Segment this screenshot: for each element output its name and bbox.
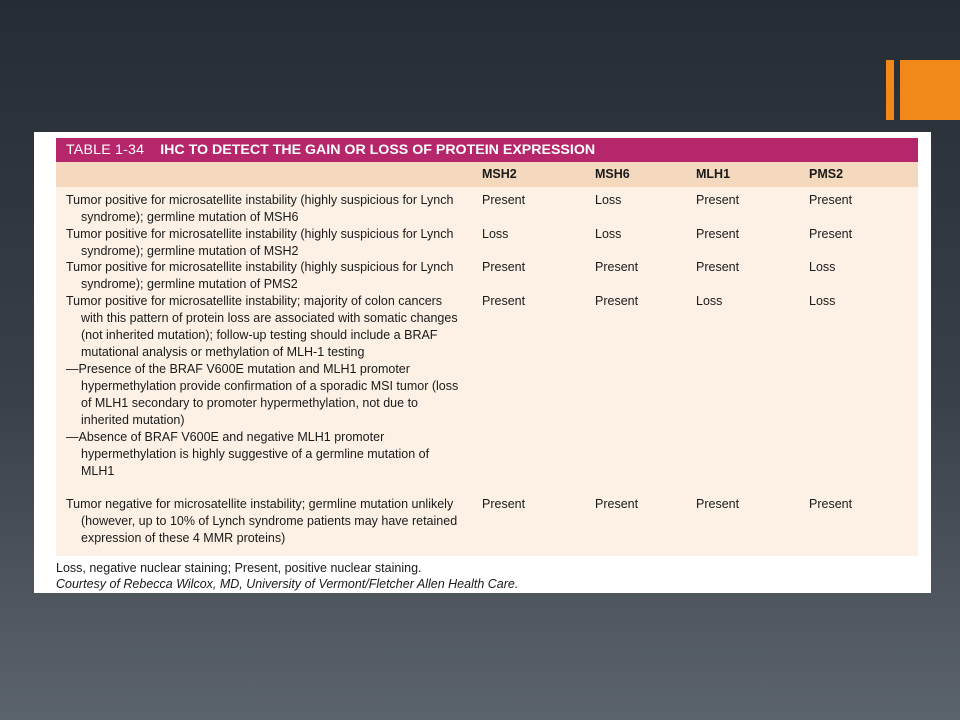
cell-value: Present — [482, 260, 526, 274]
cell-value: Loss — [482, 227, 509, 241]
cell-value: Present — [595, 260, 639, 274]
cell-value: Present — [482, 294, 526, 308]
accent-block — [900, 60, 960, 120]
cell-value: Present — [696, 497, 740, 511]
cell-value: Loss — [595, 193, 622, 207]
cell-value: Present — [696, 260, 740, 274]
cell-value: Present — [809, 193, 853, 207]
cell-value: Present — [696, 193, 740, 207]
cell-value: Present — [595, 497, 639, 511]
cell-value: Present — [595, 294, 639, 308]
table-image — [34, 132, 931, 593]
column-header: MSH6 — [595, 167, 630, 181]
cell-value: Loss — [809, 260, 836, 274]
cell-value: Loss — [809, 294, 836, 308]
ihc-table — [56, 138, 918, 556]
table-footnote — [56, 560, 518, 592]
row-description: Tumor positive for microsatellite instability (highly suspicious for Lynch syndrome); germline mutation of MSH6 — [66, 193, 454, 224]
row-description: Tumor positive for microsatellite instability; majority of colon cancers with this pattern of protein loss are associated with somatic changes (not inherited mutation); follow-up testing should include a BRAF mutational analysis or methylation of MLH-1 testing —Presence of the BRAF V600E mutation and MLH1 promoter hypermethylation provide confirmation of a sporadic MSI tumor (loss of MLH1 secondary to promoter hypermethylation, not due to inherited mutation) —Absence of BRAF V600E and negative MLH1 promoter hypermethylation is highly suggestive of a germline mutation of MLH1 — [66, 294, 459, 478]
cell-value: Present — [809, 227, 853, 241]
row-description: Tumor positive for microsatellite instability (highly suspicious for Lynch syndrome); germline mutation of PMS2 — [66, 260, 454, 291]
table-body — [56, 187, 918, 556]
row-description: Tumor negative for microsatellite instability; germline mutation unlikely (however, up to 10% of Lynch syndrome patients may have retained expression of these 4 MMR proteins) — [66, 497, 458, 545]
table-header-row — [56, 162, 918, 187]
column-header: MSH2 — [482, 167, 517, 181]
cell-value: Loss — [696, 294, 723, 308]
table-label: TABLE 1-34 — [66, 142, 145, 158]
cell-value: Present — [482, 193, 526, 207]
footnote-legend: Loss, negative nuclear staining; Present, positive nuclear staining. — [56, 561, 422, 575]
column-header: PMS2 — [809, 167, 844, 181]
cell-value: Present — [696, 227, 740, 241]
table-title: IHC TO DETECT THE GAIN OR LOSS OF PROTEIN EXPRESSION — [160, 142, 596, 158]
row-description: Tumor positive for microsatellite instability (highly suspicious for Lynch syndrome); germline mutation of MSH2 — [66, 227, 454, 258]
accent-bar — [886, 60, 894, 120]
column-header: MLH1 — [696, 167, 731, 181]
cell-value: Present — [809, 497, 853, 511]
cell-value: Present — [482, 497, 526, 511]
table-title-bar — [56, 138, 918, 162]
cell-value: Loss — [595, 227, 622, 241]
footnote-courtesy: Courtesy of Rebecca Wilcox, MD, University of Vermont/Fletcher Allen Health Care. — [56, 577, 519, 591]
